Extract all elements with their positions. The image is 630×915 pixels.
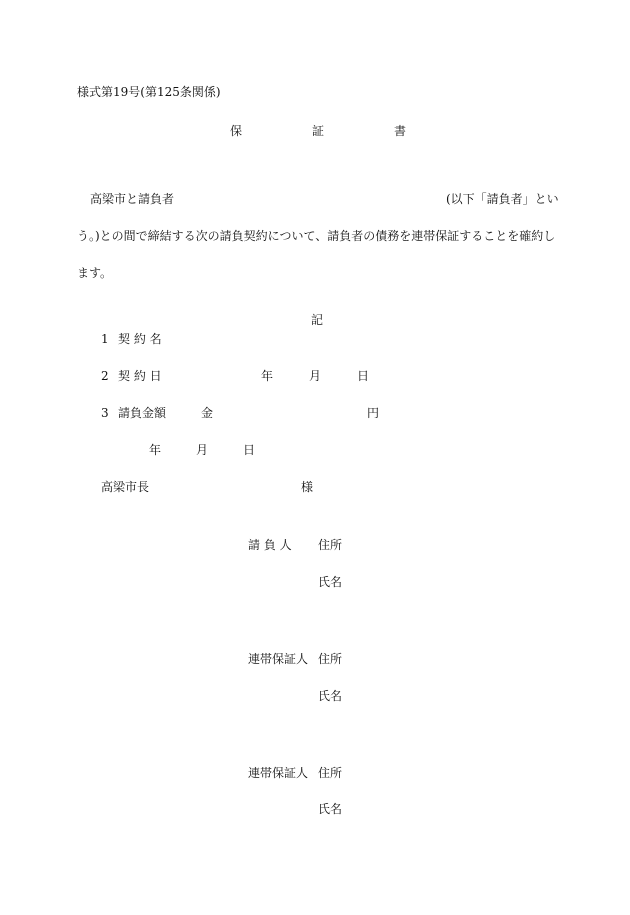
amount-unit: 円 <box>367 406 380 420</box>
month-label: 月 <box>196 443 209 457</box>
day-label: 日 <box>357 369 370 383</box>
addressee-label: 高梁市長 <box>101 480 150 494</box>
ki-heading: 記 <box>311 313 324 327</box>
party-role: 請 負 人 <box>248 538 292 552</box>
address-label: 住所 <box>318 766 343 780</box>
item-number: 3 <box>101 406 109 420</box>
item-number: 1 <box>101 332 109 346</box>
addressee-honorific: 様 <box>301 480 314 494</box>
name-label: 氏名 <box>318 575 343 589</box>
address-label: 住所 <box>318 538 343 552</box>
body-line-1-end: (以下「請負者」とい <box>446 192 559 206</box>
title-char-2: 証 <box>312 124 325 138</box>
item-label: 請負金額 <box>118 406 167 420</box>
month-label: 月 <box>309 369 322 383</box>
day-label: 日 <box>243 443 256 457</box>
amount-prefix: 金 <box>201 406 214 420</box>
form-label: 様式第19号(第125条関係) <box>77 85 221 99</box>
item-label: 契 約 名 <box>118 332 162 346</box>
party-role: 連帯保証人 <box>248 652 309 666</box>
body-line-1-start: 高梁市と請負者 <box>90 192 175 206</box>
party-role: 連帯保証人 <box>248 766 309 780</box>
title-char-1: 保 <box>230 124 243 138</box>
item-number: 2 <box>101 369 109 383</box>
year-label: 年 <box>149 443 162 457</box>
year-label: 年 <box>261 369 274 383</box>
name-label: 氏名 <box>318 802 343 816</box>
body-line-3: ます。 <box>77 266 113 280</box>
title-char-3: 書 <box>394 124 407 138</box>
name-label: 氏名 <box>318 689 343 703</box>
item-label: 契 約 日 <box>118 369 162 383</box>
address-label: 住所 <box>318 652 343 666</box>
body-line-2: う。)との間で締結する次の請負契約について、請負者の債務を連帯保証することを確約し <box>77 229 556 243</box>
